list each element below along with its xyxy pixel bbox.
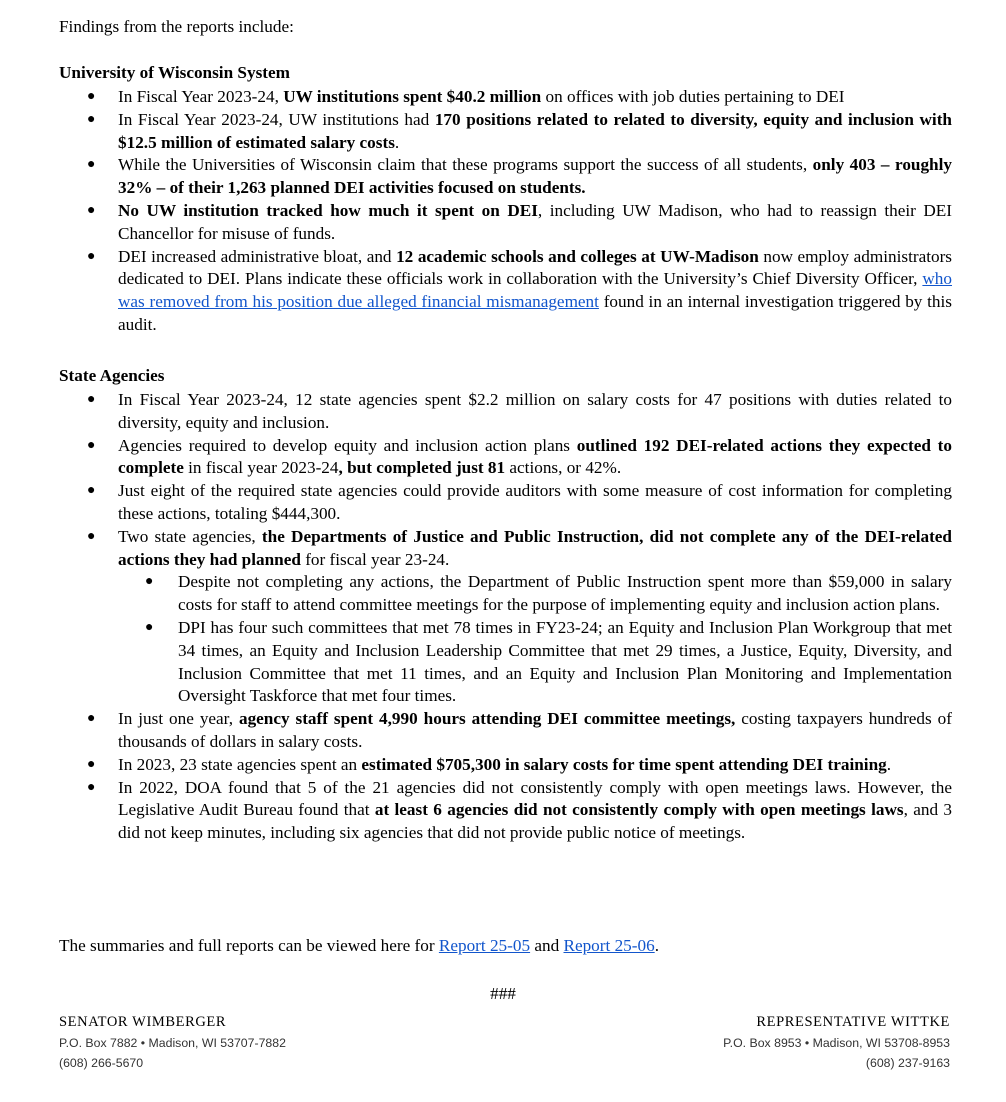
footer-right-address: P.O. Box 8953 • Madison, WI 53708-8953 <box>723 1036 950 1050</box>
bold-text: 12 academic schools and colleges at UW-Madison <box>396 246 759 266</box>
text-segment: in fiscal year 2023-24 <box>183 458 339 478</box>
text-segment: Despite not completing any actions, the Department of Public Instruction spent more than $59,000 in salary costs for staff to attend committee meetings for the purpose of implementing equity and inclusion action plans. <box>178 572 952 615</box>
bullet-icon: ● <box>87 157 96 173</box>
text-segment: actions, or 42%. <box>505 458 622 478</box>
text-segment: , including UW Madison, who had to reassign their DEI Chancellor for misuse of funds. <box>118 200 952 243</box>
intro-text: Findings from the reports include: <box>59 17 294 36</box>
finding-item <box>59 435 952 481</box>
text-segment: DPI has four such committees that met 78 times in FY23-24; an Equity and Inclusion Plan Workgroup that met 34 times, an Equity and Inclusion Leadership Committee that met 29 times, a Justice, Equity, Diversity, and Inclusion Committee that met 11 times, and an Equity and Inclusion Plan Monitoring and Implementation Oversight Taskforce that met four times. <box>178 617 952 706</box>
bullet-icon: ● <box>87 202 96 218</box>
footer-left-name: SENATOR WIMBERGER <box>59 1014 227 1030</box>
finding-item <box>59 708 952 754</box>
text-segment: DEI increased administrative bloat, and <box>118 246 397 266</box>
bullet-icon: ● <box>87 437 96 453</box>
footer-left-phone: (608) 266-5670 <box>59 1056 144 1070</box>
bold-text: 170 positions related to related to diversity, equity and inclusion with $12.5 million of estimated salary costs <box>118 109 952 152</box>
report-25-05-link[interactable]: Report 25-05 <box>438 936 531 955</box>
finding-item <box>59 480 952 526</box>
state-findings-list <box>59 389 952 845</box>
bullet-icon: ● <box>87 392 96 407</box>
uw-findings-list <box>59 86 952 337</box>
finding-item <box>59 526 952 708</box>
bullet-icon: ● <box>87 779 96 795</box>
bold-text: , but completed just 81 <box>338 458 506 478</box>
closing-text-before: The summaries and full reports can be viewed here for <box>59 936 439 955</box>
bullet-icon: ● <box>87 528 96 544</box>
finding-item <box>59 246 952 337</box>
bold-text: agency staff spent 4,990 hours attending DEI committee meetings, <box>238 709 736 729</box>
text-segment: costing taxpayers hundreds of thousands of dollars in salary costs. <box>118 709 952 751</box>
finding-item <box>59 754 952 777</box>
finding-item <box>59 200 952 246</box>
finding-item <box>59 389 952 435</box>
state-section-heading: State Agencies <box>59 366 165 385</box>
bold-text: outlined 192 DEI-related actions they expected to complete <box>118 435 952 478</box>
bold-text: the Departments of Justice and Public Instruction, did not complete any of the DEI-related actions they had planned <box>118 526 952 569</box>
footer-right-name: REPRESENTATIVE WITTKE <box>756 1014 950 1030</box>
bold-text: No UW institution tracked how much it spent on DEI <box>118 200 538 220</box>
report-25-06-link[interactable]: Report 25-06 <box>563 936 655 955</box>
bold-text: estimated $705,300 in salary costs for time spent attending DEI training <box>361 754 887 774</box>
bold-text: at least 6 agencies did not consistently comply with open meetings laws <box>374 800 904 820</box>
sub-bullet-icon: ● <box>145 619 154 635</box>
text-segment: for fiscal year 23-24. <box>300 549 450 569</box>
text-segment: In Fiscal Year 2023-24, <box>118 87 284 106</box>
closing-text-middle: and <box>530 936 564 955</box>
text-segment: , and 3 did not keep minutes, including six agencies that did not provide public notice of meetings. <box>118 800 952 843</box>
text-segment: In 2022, DOA found that 5 of the 21 agencies did not consistently comply with open meetings laws. However, the Legislative Audit Bureau found that <box>118 777 952 820</box>
finding-item <box>59 154 952 200</box>
text-segment: Just eight of the required state agencies could provide auditors with some measure of cost information for completing these actions, totaling $444,300. <box>118 481 952 523</box>
bullet-icon: ● <box>87 483 96 499</box>
text-segment: Two state agencies, <box>118 526 262 546</box>
end-mark: ### <box>490 984 516 1003</box>
uw-section-heading: University of Wisconsin System <box>59 63 290 82</box>
text-segment: now employ administrators dedicated to DEI. Plans indicate these officials work in collaboration with the University’s Chief Diversity Officer, <box>118 246 952 289</box>
text-segment: on offices with job duties pertaining to DEI <box>541 87 845 106</box>
sub-finding-list <box>118 571 952 708</box>
sub-finding-item <box>118 571 952 617</box>
inline-link[interactable]: who was removed from his position due alleged financial mismanagement <box>118 269 952 312</box>
text-segment: In just one year, <box>118 709 239 729</box>
bold-text: only 403 – roughly 32% – of their 1,263 planned DEI activities focused on students. <box>118 155 952 198</box>
text-segment: Agencies required to develop equity and inclusion action plans <box>118 435 577 455</box>
sub-finding-item <box>118 617 952 708</box>
footer-right-phone: (608) 237-9163 <box>865 1056 950 1070</box>
bullet-icon: ● <box>87 711 96 727</box>
finding-item <box>59 86 952 109</box>
bold-text: UW institutions spent $40.2 million <box>283 87 542 106</box>
finding-item <box>59 109 952 155</box>
text-segment: While the Universities of Wisconsin claim that these programs support the success of all students, <box>118 155 813 175</box>
bullet-icon: ● <box>87 111 96 127</box>
sub-bullet-icon: ● <box>145 574 154 590</box>
closing-paragraph <box>59 935 659 958</box>
text-segment: found in an internal investigation triggered by this audit. <box>118 292 952 334</box>
text-segment: In Fiscal Year 2023-24, 12 state agencies spent $2.2 million on salary costs for 47 positions with duties related to diversity, equity and inclusion. <box>118 390 952 432</box>
text-segment: In Fiscal Year 2023-24, UW institutions had <box>118 109 435 129</box>
bullet-icon: ● <box>87 756 96 772</box>
bullet-icon: ● <box>87 89 96 104</box>
text-segment: . <box>886 754 892 774</box>
footer-left-address: P.O. Box 7882 • Madison, WI 53707-7882 <box>59 1036 286 1050</box>
bullet-icon: ● <box>87 248 96 264</box>
finding-item <box>59 777 952 845</box>
text-segment: In 2023, 23 state agencies spent an <box>118 754 362 774</box>
text-segment: . <box>394 132 400 152</box>
closing-text-after: . <box>654 936 659 955</box>
